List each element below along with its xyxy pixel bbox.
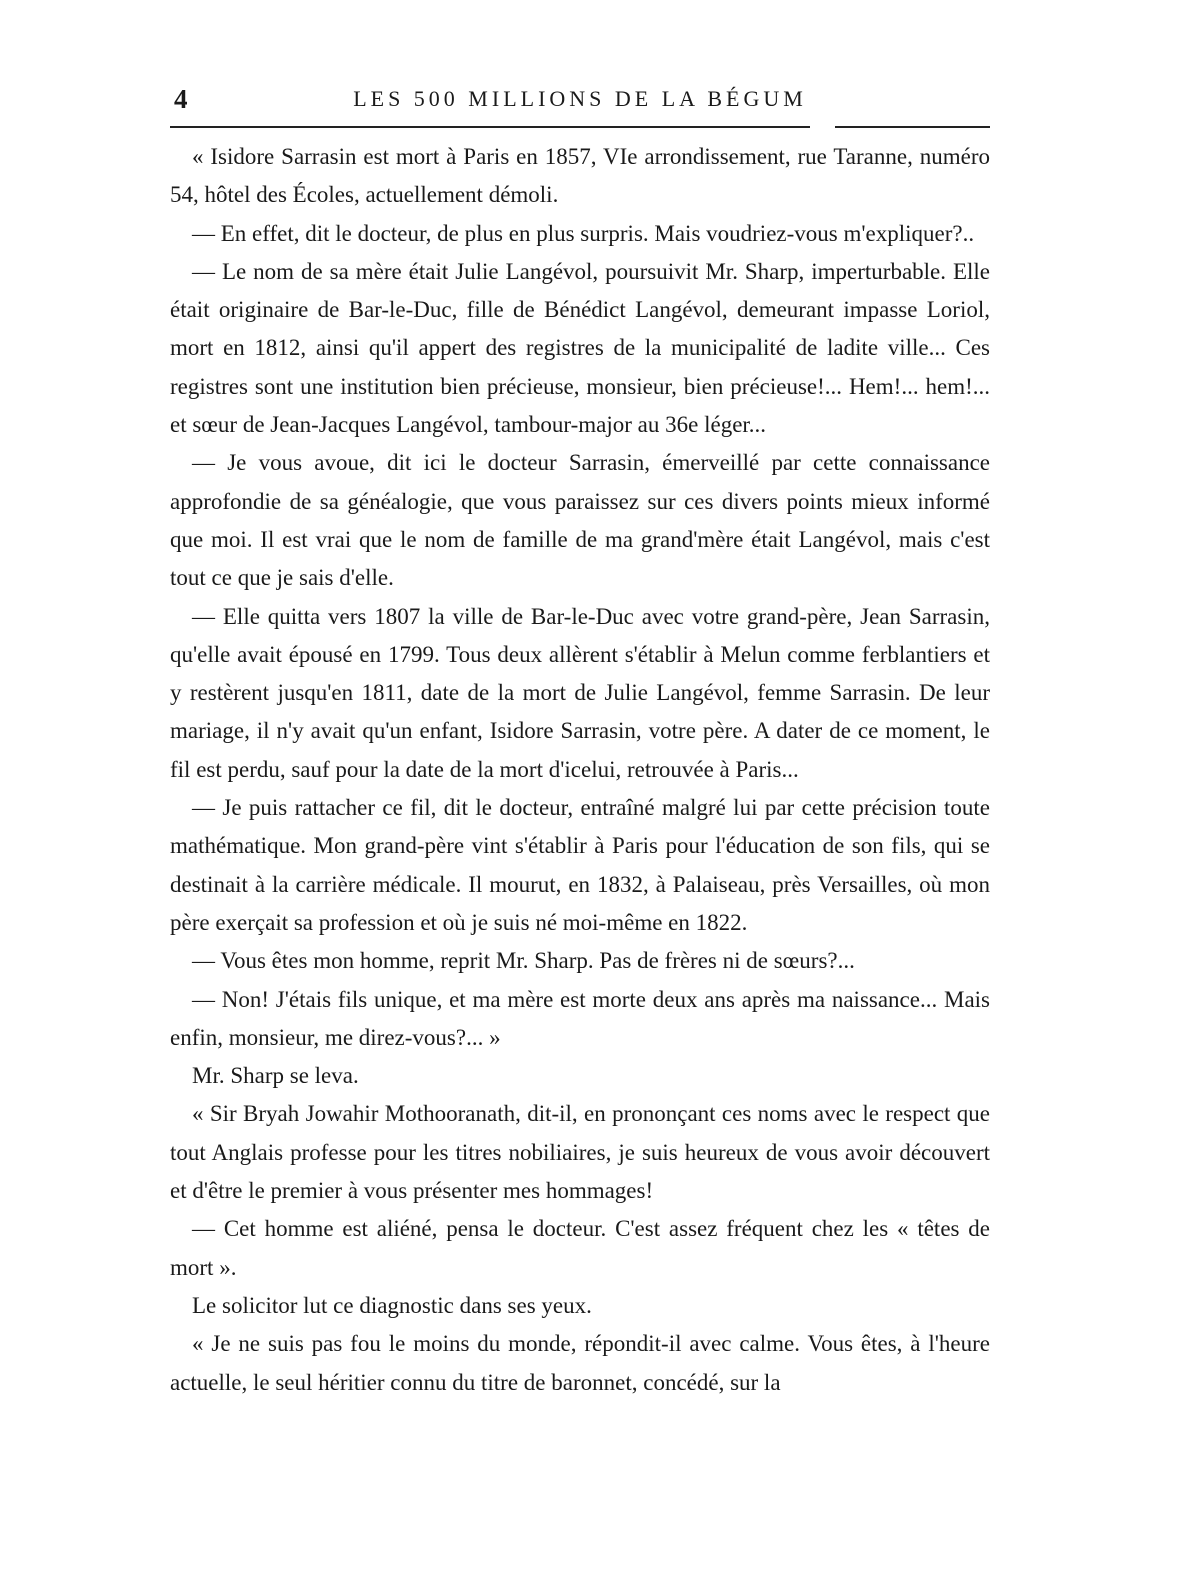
body-text xyxy=(170,138,990,1402)
page-header xyxy=(170,84,990,120)
paragraph: — Je vous avoue, dit ici le docteur Sarrasin, émerveillé par cette connaissance approfondie de sa généalogie, que vous paraissez sur ces divers points mieux informé que moi. Il est vrai que le nom de famille de ma grand'mère était Langévol, mais c'est tout ce que je sais d'elle. xyxy=(170,450,990,591)
header-rule xyxy=(835,126,990,128)
paragraph: « Je ne suis pas fou le moins du monde, répondit-il avec calme. Vous êtes, à l'heure actuelle, le seul héritier connu du titre de baronnet, concédé, sur la xyxy=(170,1331,990,1395)
page-number: 4 xyxy=(174,84,188,114)
running-title: LES 500 MILLIONS DE LA BÉGUM xyxy=(353,86,807,111)
paragraph: Mr. Sharp se leva. xyxy=(192,1063,359,1089)
paragraph: — En effet, dit le docteur, de plus en plus surpris. Mais voudriez-vous m'expliquer?.. xyxy=(192,220,975,246)
paragraph: — Cet homme est aliéné, pensa le docteur. C'est assez fréquent chez les « têtes de mort ». xyxy=(170,1216,990,1280)
paragraph: — Je puis rattacher ce fil, dit le docteur, entraîné malgré lui par cette précision toute mathématique. Mon grand-père vint s'établir à Paris pour l'éducation de son fils, qui se destinait à la carrière médicale. Il mourut, en 1832, à Palaiseau, près Versailles, où mon père exerçait sa profession et où je suis né moi-même en 1822. xyxy=(170,795,990,935)
paragraph: — Non! J'étais fils unique, et ma mère est morte deux ans après ma naissance... Mais enfin, monsieur, me direz-vous?... » xyxy=(170,986,990,1050)
paragraph: « Sir Bryah Jowahir Mothooranath, dit-il, en prononçant ces noms avec le respect que tout Anglais professe pour les titres nobiliaires, je suis heureux de vous avoir découvert et d'être le premier à vous présenter mes hommages! xyxy=(170,1101,990,1204)
paragraph: — Le nom de sa mère était Julie Langévol, poursuivit Mr. Sharp, imperturbable. Elle était originaire de Bar-le-Duc, fille de Bénédict Langévol, demeurant impasse Loriol, mort en 1812, ainsi qu'il appert des registres de la municipalité de ladite ville... Ces registres sont une institution bien précieuse, monsieur, bien précieuse!... Hem!... hem!... et sœur de Jean-Jacques Langévol, tambour-major au 36e léger... xyxy=(170,258,990,438)
paragraph: — Vous êtes mon homme, reprit Mr. Sharp. Pas de frères ni de sœurs?... xyxy=(192,948,855,974)
paragraph: — Elle quitta vers 1807 la ville de Bar-le-Duc avec votre grand-père, Jean Sarrasin, qu'elle avait épousé en 1799. Tous deux allèrent s'établir à Melun comme ferblantiers et y restèrent jusqu'en 1811, date de la mort de Julie Langévol, femme Sarrasin. De leur mariage, il n'y avait qu'un enfant, Isidore Sarrasin, votre père. A dater de ce moment, le fil est perdu, sauf pour la date de la mort d'icelui, retrouvée à Paris... xyxy=(170,603,990,782)
paragraph: « Isidore Sarrasin est mort à Paris en 1857, VIe arrondissement, rue Taranne, numéro 54, hôtel des Écoles, actuellement démoli. xyxy=(170,144,990,208)
header-rule xyxy=(170,126,810,128)
paragraph: Le solicitor lut ce diagnostic dans ses yeux. xyxy=(192,1292,592,1318)
